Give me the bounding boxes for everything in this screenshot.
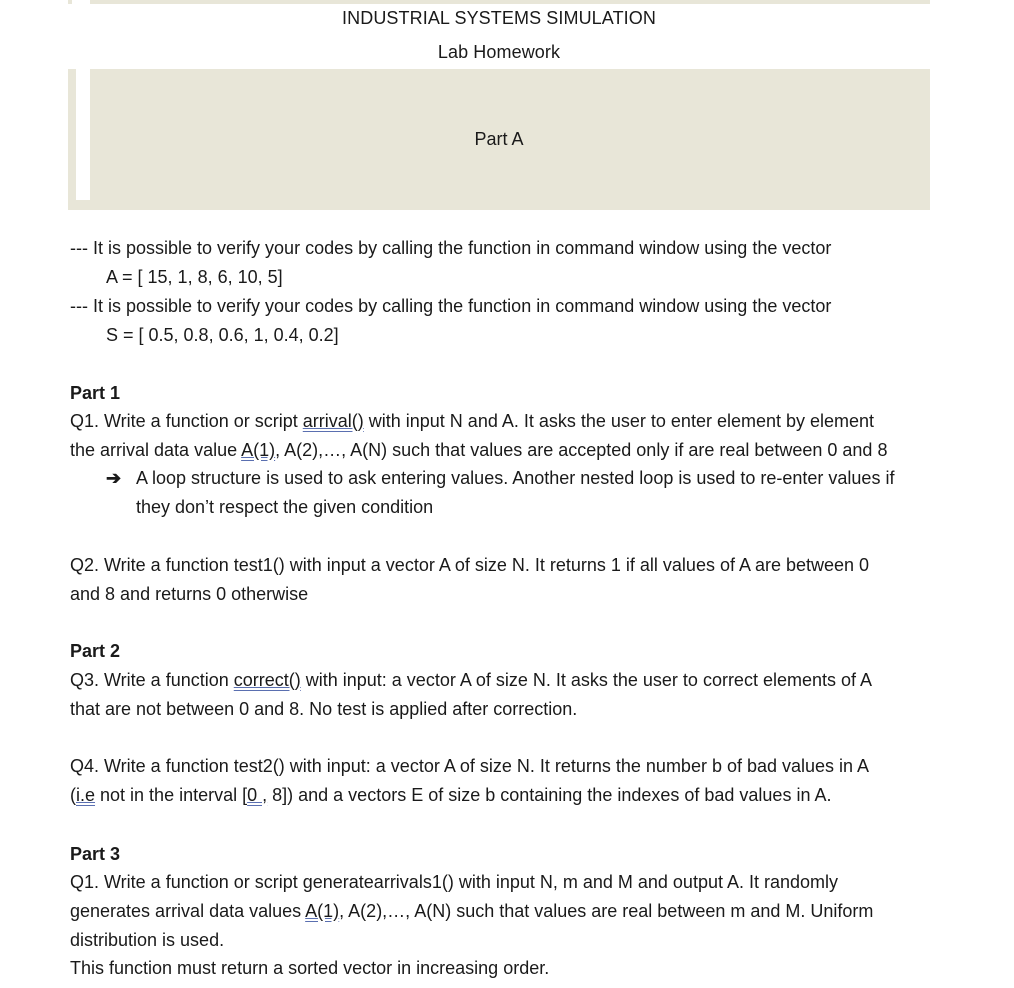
vector-a: A = [ 15, 1, 8, 6, 10, 5] [106,267,283,287]
part1-q1-line1: Q1. Write a function or script arrival() with input N and A. It asks the user to enter element by element [70,411,875,431]
top-page-strip [68,0,930,4]
part-2-heading: Part 2 [70,641,121,661]
document-subtitle: Lab Homework [437,42,561,62]
part1-q1-line2: the arrival data value A(1), A(2),…, A(N) such that values are accepted only if are real between 0 and 8 [70,440,888,460]
part2-q4-line2: (i.e not in the interval [0 , 8]) and a vectors E of size b containing the indexes of bad values in A. [70,785,832,805]
vector-s: S = [ 0.5, 0.8, 0.6, 1, 0.4, 0.2] [106,325,339,345]
part1-q2-line2: and 8 and returns 0 otherwise [70,584,309,604]
document-title: INDUSTRIAL SYSTEMS SIMULATION [342,8,656,28]
arrival-function-name: arrival() [302,411,364,431]
part-a-banner [68,69,930,210]
a1-reference: A(1) [241,440,276,460]
part2-q3-line1: Q3. Write a function correct() with input: a vector A of size N. It asks the user to correct elements of A [70,670,873,690]
top-strip-bar [68,0,90,4]
part-1-heading: Part 1 [70,383,121,403]
correct-function-name: correct() [233,670,301,690]
part3-q1-line2: generates arrival data values A(1), A(2),…, A(N) such that values are real between m and M. Uniform [70,901,874,921]
part-3-heading: Part 3 [70,844,121,864]
part-a-label: Part A [474,129,524,149]
part1-bullet-line1: ➔ A loop structure is used to ask entering values. Another nested loop is used to re-enter values if [106,464,894,493]
part3-q1-line4: This function must return a sorted vector in increasing order. [70,958,550,978]
part2-q3-line2: that are not between 0 and 8. No test is applied after correction. [70,699,578,719]
part3-q1-line3: distribution is used. [70,930,225,950]
part1-bullet-line2: they don’t respect the given condition [136,497,434,517]
a1-reference-part3: A(1) [305,901,340,921]
part1-q2-line1: Q2. Write a function test1() with input a vector A of size N. It returns 1 if all values of A are between 0 [70,555,870,575]
interval-zero: 0 , [247,785,268,805]
ie-abbrev: i.e [76,785,96,805]
note-2: --- It is possible to verify your codes by calling the function in command window using the vector [70,296,832,316]
part3-q1-line1: Q1. Write a function or script generatearrivals1() with input N, m and M and output A. It randomly [70,872,839,892]
arrow-bullet-icon: ➔ [106,468,122,488]
note-1: --- It is possible to verify your codes by calling the function in command window using the vector [70,238,832,258]
part2-q4-line1: Q4. Write a function test2() with input: a vector A of size N. It returns the number b of bad values in A [70,756,870,776]
